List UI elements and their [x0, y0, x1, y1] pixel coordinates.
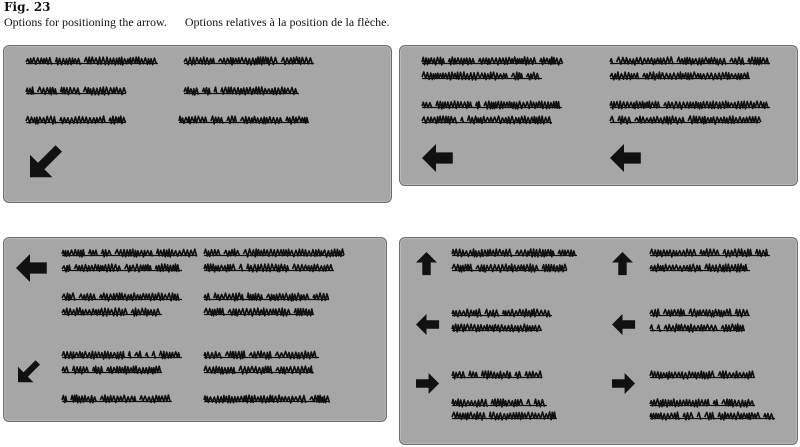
placeholder-text-line [650, 308, 750, 318]
arrow-right-icon [612, 373, 635, 396]
figure-caption [4, 15, 389, 30]
arrow-left-icon [612, 314, 635, 337]
placeholder-text-line [62, 394, 172, 404]
placeholder-text-line [204, 394, 329, 404]
placeholder-text-line [62, 292, 182, 302]
placeholder-text-line [452, 263, 567, 273]
placeholder-text-line [650, 263, 750, 273]
panel-bottom-right [399, 237, 798, 445]
placeholder-text-line [184, 56, 314, 66]
placeholder-text-line [62, 248, 197, 258]
arrow-down-left-icon [30, 142, 65, 177]
placeholder-text-line [204, 292, 329, 302]
placeholder-text-line [62, 263, 182, 273]
placeholder-text-line [650, 370, 755, 380]
arrow-down-left-icon [18, 358, 42, 382]
placeholder-text-line [26, 56, 158, 66]
caption-french: Options relatives à la position de la flèche. [184, 15, 390, 29]
panel-top-left [3, 45, 392, 203]
placeholder-text-line [204, 307, 314, 317]
arrow-up-icon [416, 252, 439, 275]
arrow-up-icon [612, 252, 635, 275]
caption-english: Options for positioning the arrow. [4, 15, 167, 29]
placeholder-text-line [422, 115, 552, 125]
placeholder-text-line [650, 248, 770, 258]
placeholder-text-line [650, 323, 745, 333]
placeholder-text-line [204, 350, 319, 360]
placeholder-text-line [650, 398, 755, 408]
arrow-left-icon [422, 144, 453, 175]
placeholder-text-line [610, 71, 750, 81]
placeholder-text-line [184, 86, 299, 96]
placeholder-text-line [204, 365, 314, 375]
placeholder-text-line [26, 86, 126, 96]
placeholder-text-line [452, 248, 577, 258]
placeholder-text-line [204, 263, 334, 273]
placeholder-text-line [452, 323, 542, 333]
placeholder-text-line [452, 370, 542, 380]
placeholder-text-line [452, 398, 547, 408]
arrow-left-icon [16, 254, 47, 285]
placeholder-text-line [452, 308, 552, 318]
figure-label: Fig. 23 [4, 0, 51, 14]
placeholder-text-line [179, 115, 309, 125]
placeholder-text-line [610, 115, 760, 125]
placeholder-text-line [650, 411, 775, 421]
placeholder-text-line [62, 350, 182, 360]
placeholder-text-line [452, 411, 557, 421]
placeholder-text-line [610, 100, 770, 110]
placeholder-text-line [62, 365, 162, 375]
placeholder-text-line [422, 71, 542, 81]
placeholder-text-line [422, 56, 562, 66]
placeholder-text-line [610, 56, 770, 66]
arrow-left-icon [610, 144, 641, 175]
placeholder-text-line [26, 115, 126, 125]
arrow-right-icon [416, 373, 439, 396]
placeholder-text-line [62, 307, 162, 317]
placeholder-text-line [422, 100, 562, 110]
panel-bottom-left [3, 237, 387, 422]
panel-top-right [399, 45, 798, 186]
placeholder-text-line [204, 248, 344, 258]
arrow-left-icon [416, 314, 439, 337]
